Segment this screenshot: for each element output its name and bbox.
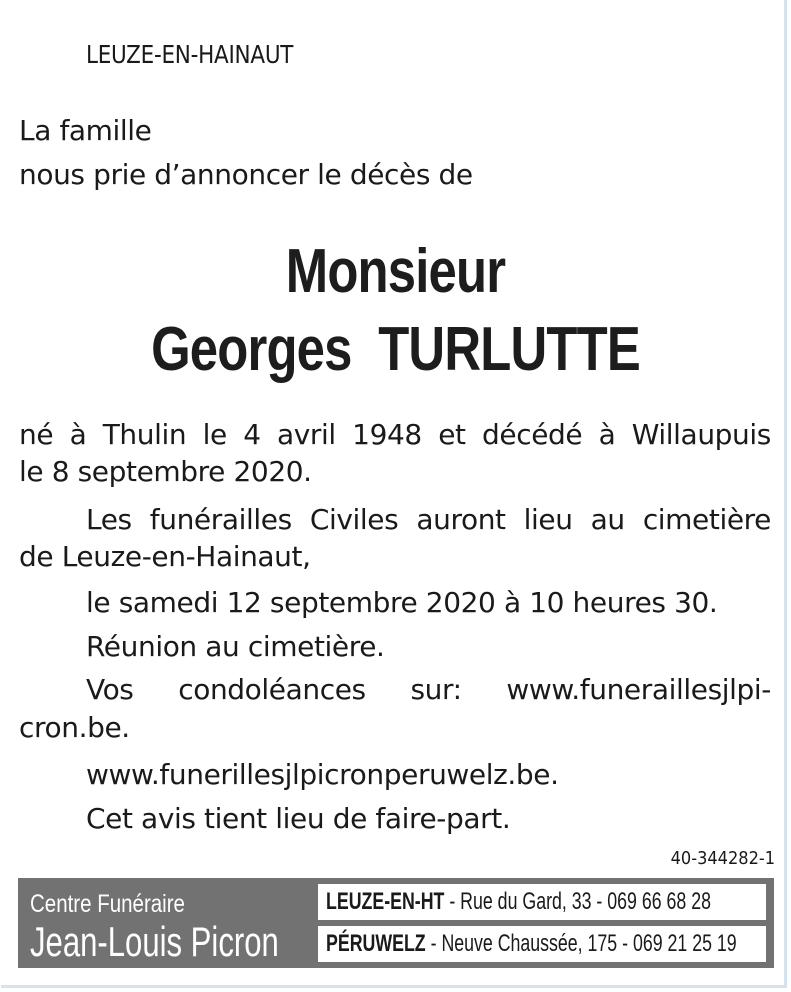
intro-line-1: La famille [19, 114, 152, 147]
funeral-word: lieu [523, 503, 573, 536]
birth-word: Willaupuis [631, 418, 771, 451]
birth-word: décédé [482, 418, 583, 451]
condolences-line-1 [86, 673, 771, 706]
birth-word: le [202, 418, 227, 451]
deceased-name: Georges TURLUTTE [151, 315, 640, 384]
website-link[interactable]: www.funerillesjlpicronperuwelz.be. [86, 758, 559, 791]
deceased-title: Monsieur [285, 237, 506, 306]
funeral-word: auront [416, 503, 506, 536]
address-leuze [318, 884, 766, 920]
birth-word: Thulin [102, 418, 187, 451]
birth-word: 1948 [352, 418, 422, 451]
funeral-word: Les [86, 503, 132, 536]
condolences-link[interactable]: www.funeraillesjlpi- [506, 673, 771, 706]
condolences-line-2[interactable]: cron.be. [19, 711, 130, 744]
condolences-word: Vos [86, 673, 134, 706]
address-city: LEUZE-EN-HT [326, 888, 445, 915]
page-border [1, 0, 787, 988]
funeral-word: cimetière [642, 503, 771, 536]
birth-word: à [598, 418, 616, 451]
birth-word: 4 [243, 418, 261, 451]
funeral-line-2: de Leuze-en-Hainaut, [19, 540, 311, 573]
funeral-word: au [590, 503, 625, 536]
funeral-word: funérailles [149, 503, 292, 536]
company-subtitle: Centre Funéraire [30, 890, 185, 918]
funeral-date: le samedi 12 septembre 2020 à 10 heures 30. [86, 586, 718, 619]
company-name: Jean-Louis Picron [30, 918, 279, 965]
condolences-word: condoléances [178, 673, 366, 706]
meeting-place: Réunion au cimetière. [86, 630, 385, 663]
condolences-word: sur: [410, 673, 462, 706]
reference-number: 40-344282-1 [670, 848, 775, 869]
birth-line-2: le 8 septembre 2020. [19, 455, 312, 488]
funeral-line-1 [86, 503, 771, 536]
birth-word: avril [276, 418, 336, 451]
address-details: - Neuve Chaussée, 175 - 069 21 25 19 [425, 930, 737, 957]
birth-word: à [69, 418, 87, 451]
funeral-word: Civiles [309, 503, 399, 536]
birth-word: et [438, 418, 466, 451]
intro-line-2: nous prie d’annoncer le décès de [19, 158, 473, 191]
notice-text: Cet avis tient lieu de faire-part. [86, 802, 511, 835]
funeral-home-banner [18, 878, 774, 968]
address-details: - Rue du Gard, 33 - 069 66 68 28 [444, 888, 711, 915]
address-city: PÉRUWELZ [326, 930, 426, 957]
birth-word: né [19, 418, 54, 451]
address-peruwelz [318, 926, 766, 962]
birth-line-1 [19, 418, 771, 451]
location-heading: LEUZE-EN-HAINAUT [86, 40, 294, 69]
